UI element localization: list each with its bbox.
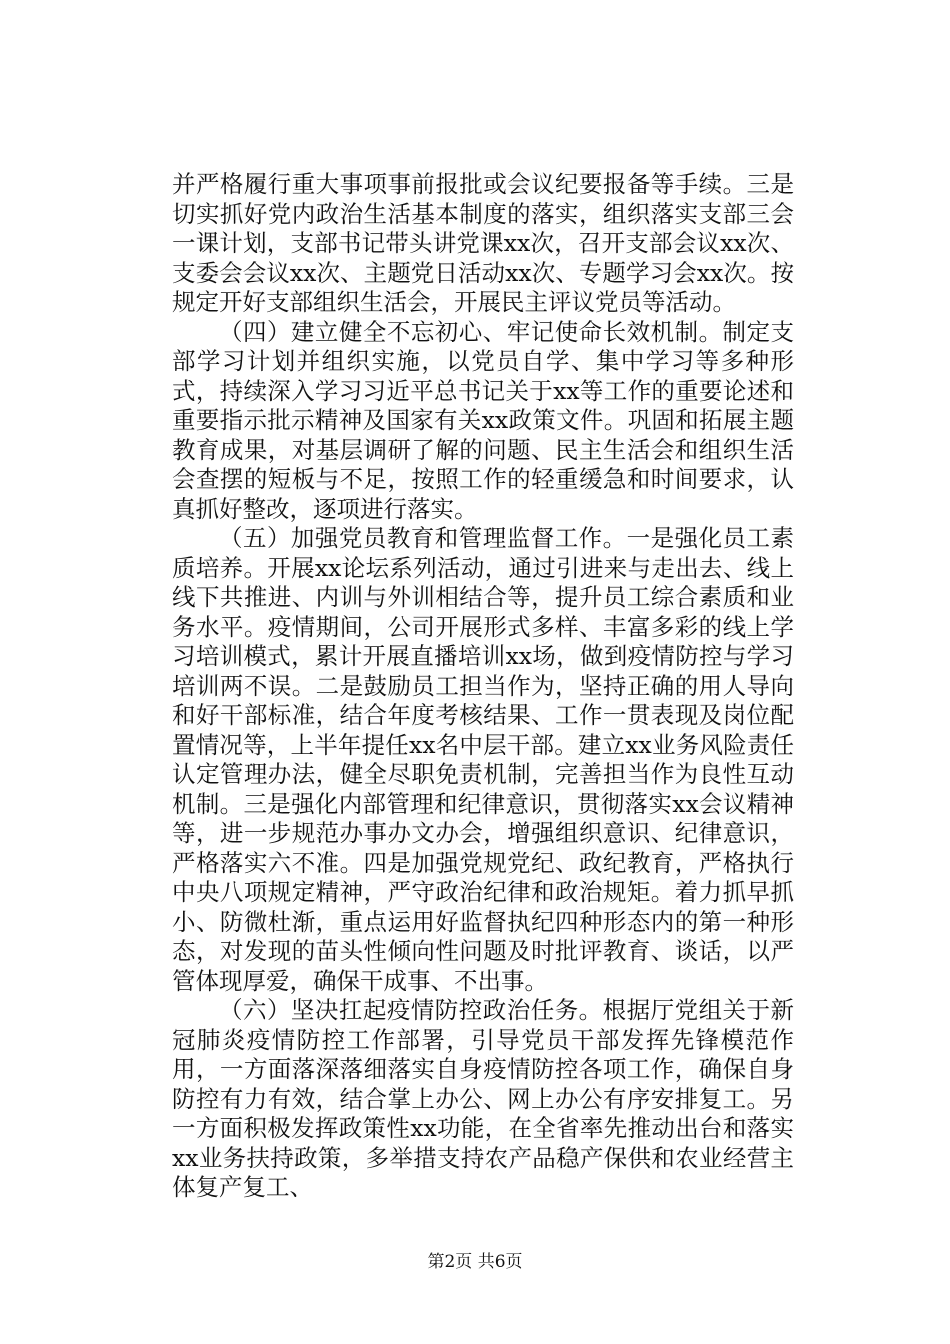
paragraph-4: （六）坚决扛起疫情防控政治任务。根据厅党组关于新冠肺炎疫情防控工作部署，引导党员干部发挥先锋模范作用，一方面落深落细落实自身疫情防控各项工作，确保自身防控有力有效，结合掌上办公、网上办公有序安排复工。另一方面积极发挥政策性xx功能，在全省率先推动出台和落实xx业务扶持政策，多举措支持农产品稳产保供和农业经营主体复产复工、 — [172, 996, 794, 1201]
document-body — [172, 170, 794, 1203]
page-footer: 第2页 共6页 — [427, 1252, 523, 1272]
paragraph-1: 并严格履行重大事项事前报批或会议纪要报备等手续。三是切实抓好党内政治生活基本制度的落实，组织落实支部三会一课计划，支部书记带头讲党课xx次，召开支部会议xx次、支委会会议xx次、主题党日活动xx次、专题学习会xx次。按规定开好支部组织生活会，开展民主评议党员等活动。 — [172, 170, 794, 316]
paragraph-2: （四）建立健全不忘初心、牢记使命长效机制。制定支部学习计划并组织实施，以党员自学、集中学习等多种形式，持续深入学习习近平总书记关于xx等工作的重要论述和重要指示批示精神及国家有关xx政策文件。巩固和拓展主题教育成果，对基层调研了解的问题、民主生活会和组织生活会查摆的短板与不足，按照工作的轻重缓急和时间要求，认真抓好整改，逐项进行落实。 — [172, 317, 794, 523]
paragraph-3: （五）加强党员教育和管理监督工作。一是强化员工素质培养。开展xx论坛系列活动，通过引进来与走出去、线上线下共推进、内训与外训相结合等，提升员工综合素质和业务水平。疫情期间，公司开展形式多样、丰富多彩的线上学习培训模式，累计开展直播培训xx场，做到疫情防控与学习培训两不误。二是鼓励员工担当作为，坚持正确的用人导向和好干部标准，结合年度考核结果、工作一贯表现及岗位配置情况等，上半年提任xx名中层干部。建立xx业务风险责任认定管理办法，健全尽职免责机制，完善担当作为良性互动机制。三是强化内部管理和纪律意识，贯彻落实xx会议精神等，进一步规范办事办文办会，增强组织意识、纪律意识，严格落实六不准。四是加强党规党纪、政纪教育，严格执行中央八项规定精神，严守政治纪律和政治规矩。着力抓早抓小、防微杜渐，重点运用好监督执纪四种形态内的第一种形态，对发现的苗头性倾向性问题及时批评教育、谈话，以严管体现厚爱，确保干成事、不出事。 — [172, 524, 794, 995]
